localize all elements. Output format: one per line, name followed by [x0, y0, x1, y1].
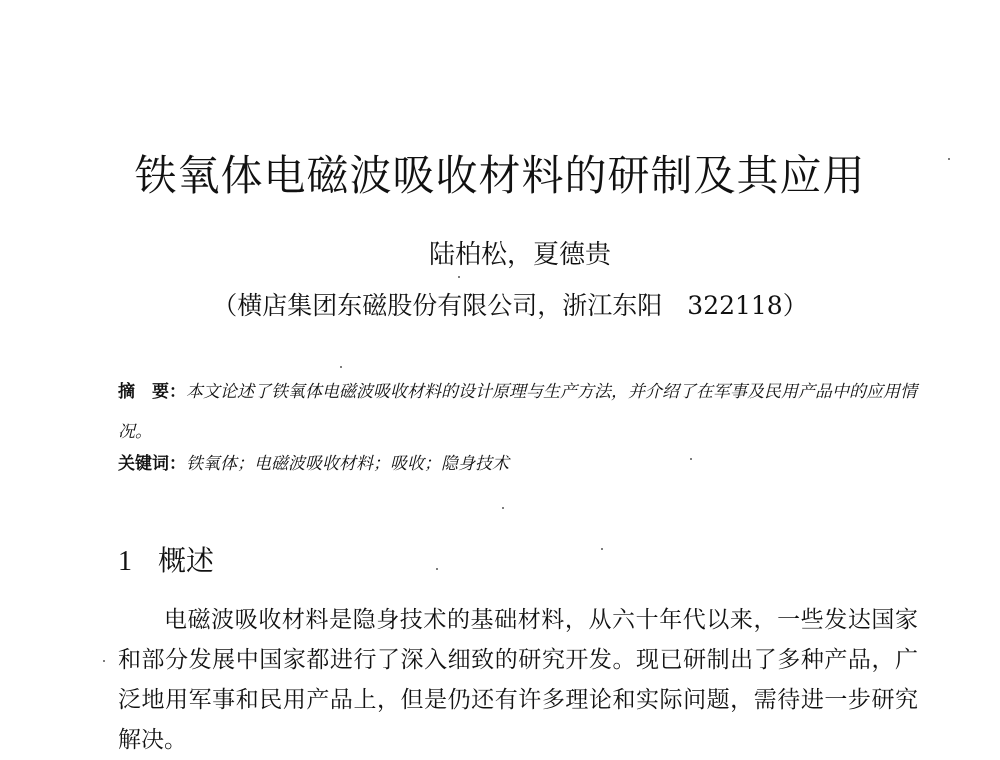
scan-speck — [340, 366, 342, 368]
section-number: 1 — [118, 546, 132, 577]
scan-speck — [103, 660, 105, 662]
abstract-block — [118, 372, 918, 452]
keywords-text: 铁氧体；电磁波吸收材料；吸收；隐身技术 — [186, 454, 509, 474]
scan-speck — [601, 548, 603, 550]
body-paragraph: 电磁波吸收材料是隐身技术的基础材料，从六十年代以来，一些发达国家和部分发展中国家都进行了深入细致的研究开发。现已研制出了多种产品，广泛地用军事和民用产品上，但是仍还有许多理论和实际问题，需待进一步研究解决。 — [118, 607, 918, 753]
paper-authors: 陆柏松，夏德贵 — [428, 240, 611, 270]
abstract-text: 本文论述了铁氧体电磁波吸收材料的设计原理与生产方法，并介绍了在军事及民用产品中的应用情况。 — [118, 382, 917, 442]
body-text — [118, 600, 918, 760]
abstract-label: 摘 要： — [118, 382, 186, 402]
scan-speck — [690, 458, 692, 460]
scan-speck — [502, 507, 504, 509]
section-heading — [118, 539, 214, 579]
author-affiliation: （横店集团东磁股份有限公司，浙江东阳 322118） — [212, 291, 808, 320]
scan-speck — [948, 158, 950, 160]
keywords-block — [118, 452, 918, 476]
scan-speck — [436, 568, 438, 570]
keywords-label: 关键词： — [118, 454, 186, 474]
paper-title: 铁氧体电磁波吸收材料的研制及其应用 — [134, 151, 866, 200]
scan-speck — [458, 276, 460, 278]
section-title: 概述 — [158, 544, 215, 577]
